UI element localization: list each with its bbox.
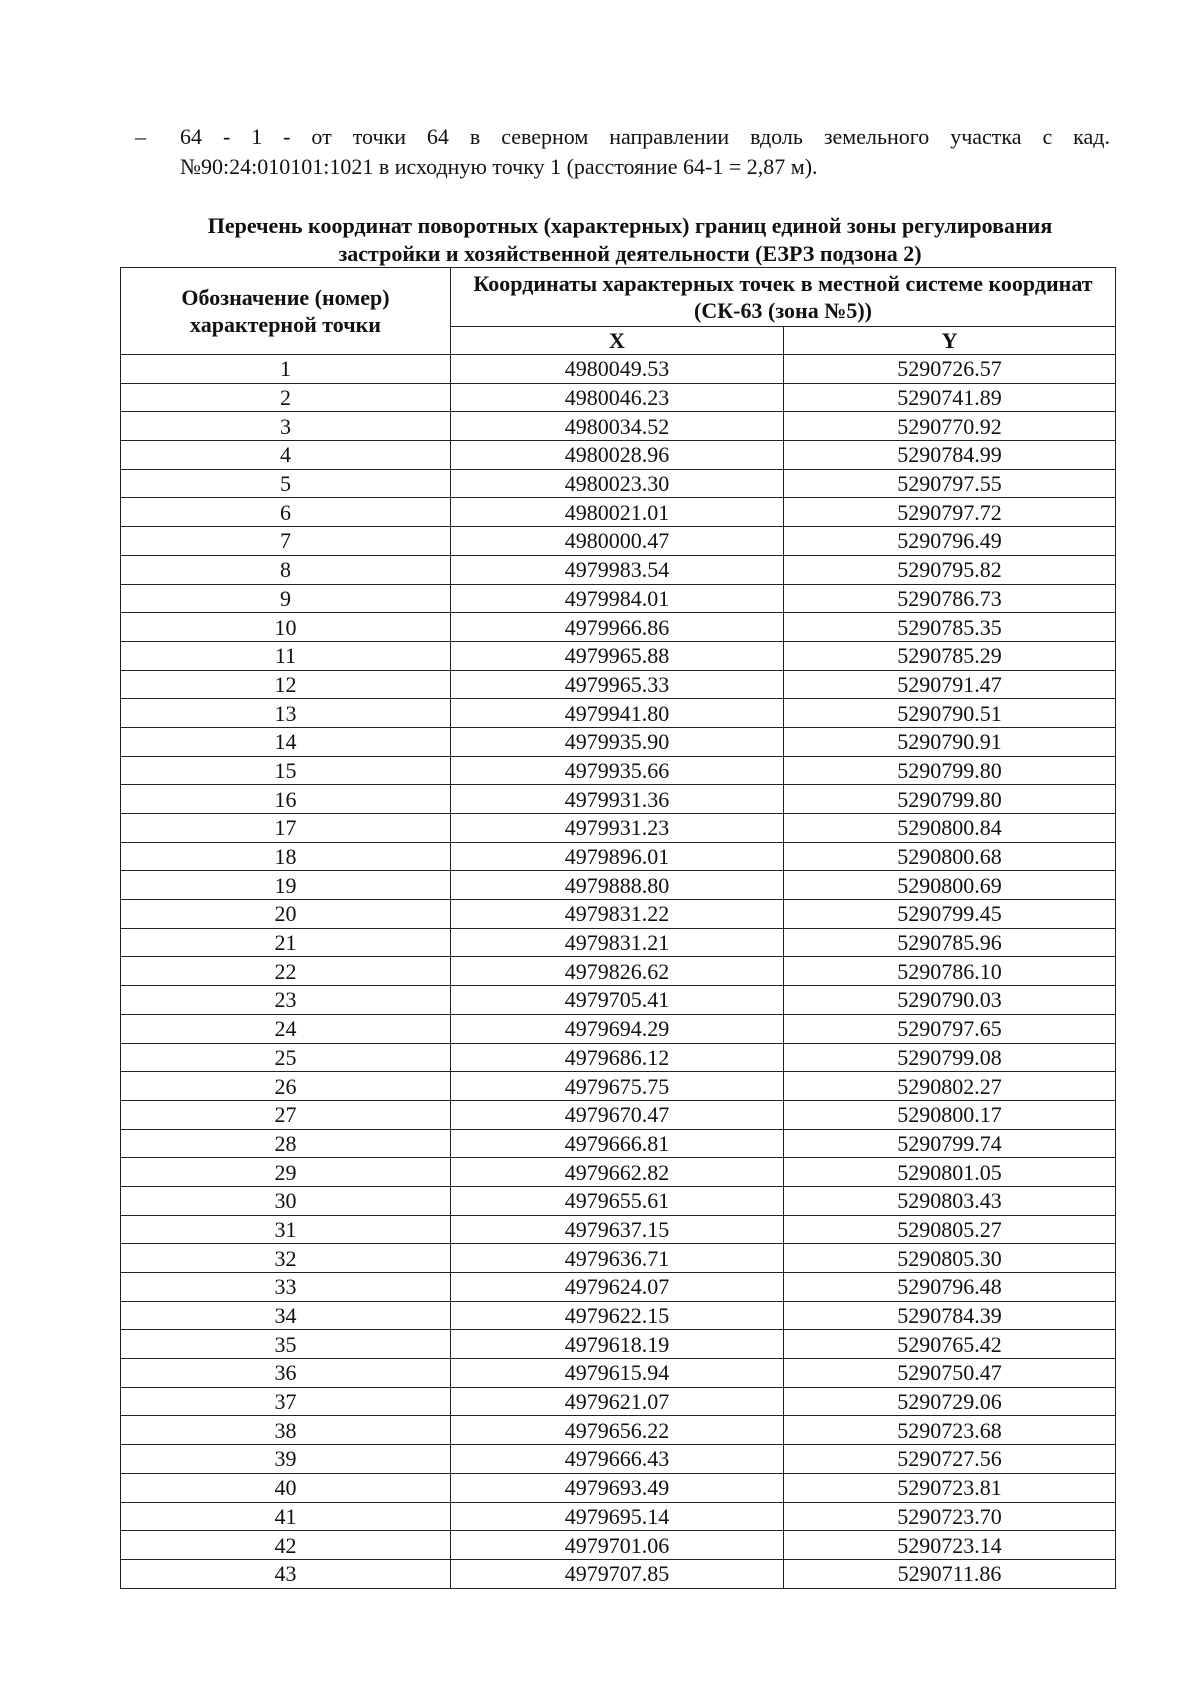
table-row <box>121 1531 1116 1560</box>
y-coordinate-cell: 5290786.10 <box>784 957 1116 986</box>
point-number-cell: 2 <box>121 383 451 412</box>
point-number-cell: 39 <box>121 1445 451 1474</box>
y-coordinate-cell: 5290800.68 <box>784 842 1116 871</box>
table-row <box>121 1072 1116 1101</box>
x-coordinate-cell: 4979656.22 <box>451 1416 784 1445</box>
x-coordinate-cell: 4979888.80 <box>451 871 784 900</box>
y-coordinate-cell: 5290785.96 <box>784 928 1116 957</box>
point-number-cell: 11 <box>121 641 451 670</box>
point-number-cell: 9 <box>121 584 451 613</box>
x-coordinate-cell: 4979941.80 <box>451 699 784 728</box>
coordinates-table <box>120 267 1116 1589</box>
point-number-cell: 3 <box>121 412 451 441</box>
x-coordinate-cell: 4980028.96 <box>451 441 784 470</box>
x-coordinate-cell: 4980000.47 <box>451 527 784 556</box>
x-coordinate-cell: 4979935.90 <box>451 727 784 756</box>
point-number-cell: 1 <box>121 355 451 384</box>
y-coordinate-cell: 5290802.27 <box>784 1072 1116 1101</box>
point-number-cell: 20 <box>121 900 451 929</box>
y-coordinate-cell: 5290795.82 <box>784 555 1116 584</box>
x-coordinate-cell: 4979935.66 <box>451 756 784 785</box>
table-row <box>121 699 1116 728</box>
table-row <box>121 928 1116 957</box>
x-coordinate-cell: 4979831.22 <box>451 900 784 929</box>
x-coordinate-cell: 4979966.86 <box>451 613 784 642</box>
y-coordinate-cell: 5290799.74 <box>784 1129 1116 1158</box>
point-number-cell: 32 <box>121 1244 451 1273</box>
x-coordinate-cell: 4979686.12 <box>451 1043 784 1072</box>
x-coordinate-cell: 4980046.23 <box>451 383 784 412</box>
x-coordinate-cell: 4979707.85 <box>451 1559 784 1588</box>
table-row <box>121 1359 1116 1388</box>
table-row <box>121 441 1116 470</box>
y-coordinate-cell: 5290790.03 <box>784 986 1116 1015</box>
table-row <box>121 842 1116 871</box>
y-coordinate-cell: 5290784.99 <box>784 441 1116 470</box>
y-coordinate-cell: 5290726.57 <box>784 355 1116 384</box>
point-number-cell: 28 <box>121 1129 451 1158</box>
x-coordinate-cell: 4979831.21 <box>451 928 784 957</box>
point-number-cell: 34 <box>121 1301 451 1330</box>
x-coordinate-cell: 4979675.75 <box>451 1072 784 1101</box>
point-number-cell: 18 <box>121 842 451 871</box>
y-coordinate-cell: 5290723.14 <box>784 1531 1116 1560</box>
point-number-cell: 22 <box>121 957 451 986</box>
table-row <box>121 1100 1116 1129</box>
point-number-cell: 40 <box>121 1473 451 1502</box>
list-dash: – <box>135 124 146 149</box>
y-coordinate-cell: 5290803.43 <box>784 1186 1116 1215</box>
point-number-cell: 6 <box>121 498 451 527</box>
y-coordinate-cell: 5290800.69 <box>784 871 1116 900</box>
y-coordinate-cell: 5290805.30 <box>784 1244 1116 1273</box>
x-coordinate-cell: 4979615.94 <box>451 1359 784 1388</box>
y-coordinate-cell: 5290727.56 <box>784 1445 1116 1474</box>
x-coordinate-cell: 4980049.53 <box>451 355 784 384</box>
y-coordinate-cell: 5290797.55 <box>784 469 1116 498</box>
table-row <box>121 670 1116 699</box>
point-number-cell: 33 <box>121 1273 451 1302</box>
point-number-cell: 23 <box>121 986 451 1015</box>
x-coordinate-cell: 4979896.01 <box>451 842 784 871</box>
table-row <box>121 1043 1116 1072</box>
y-coordinate-cell: 5290799.80 <box>784 785 1116 814</box>
point-number-cell: 14 <box>121 727 451 756</box>
x-coordinate-cell: 4979618.19 <box>451 1330 784 1359</box>
table-row <box>121 986 1116 1015</box>
x-coordinate-cell: 4979637.15 <box>451 1215 784 1244</box>
x-coordinate-cell: 4979666.81 <box>451 1129 784 1158</box>
x-column-header: X <box>451 327 784 355</box>
table-row <box>121 785 1116 814</box>
point-number-cell: 42 <box>121 1531 451 1560</box>
table-row <box>121 814 1116 843</box>
x-coordinate-cell: 4979694.29 <box>451 1014 784 1043</box>
table-row <box>121 1244 1116 1273</box>
x-coordinate-cell: 4979670.47 <box>451 1100 784 1129</box>
x-coordinate-cell: 4979662.82 <box>451 1158 784 1187</box>
table-row <box>121 1129 1116 1158</box>
table-header <box>121 268 1116 355</box>
y-coordinate-cell: 5290790.51 <box>784 699 1116 728</box>
point-number-cell: 43 <box>121 1559 451 1588</box>
point-number-cell: 25 <box>121 1043 451 1072</box>
x-coordinate-cell: 4980023.30 <box>451 469 784 498</box>
table-row <box>121 1559 1116 1588</box>
table-row <box>121 527 1116 556</box>
point-number-cell: 26 <box>121 1072 451 1101</box>
table-heading-line-2: застройки и хозяйственной деятельности (ЕЗРЗ подзона 2) <box>338 241 922 266</box>
point-number-header: Обозначение (номер) характерной точки <box>121 268 451 355</box>
table-row <box>121 584 1116 613</box>
point-number-cell: 4 <box>121 441 451 470</box>
table-row <box>121 1502 1116 1531</box>
point-number-cell: 24 <box>121 1014 451 1043</box>
y-coordinate-cell: 5290765.42 <box>784 1330 1116 1359</box>
x-coordinate-cell: 4979931.23 <box>451 814 784 843</box>
x-coordinate-cell: 4979655.61 <box>451 1186 784 1215</box>
table-row <box>121 1014 1116 1043</box>
y-coordinate-cell: 5290799.08 <box>784 1043 1116 1072</box>
x-coordinate-cell: 4980034.52 <box>451 412 784 441</box>
y-coordinate-cell: 5290799.45 <box>784 900 1116 929</box>
table-row <box>121 469 1116 498</box>
point-number-cell: 41 <box>121 1502 451 1531</box>
y-coordinate-cell: 5290801.05 <box>784 1158 1116 1187</box>
y-coordinate-cell: 5290711.86 <box>784 1559 1116 1588</box>
y-coordinate-cell: 5290723.81 <box>784 1473 1116 1502</box>
table-row <box>121 1301 1116 1330</box>
x-coordinate-cell: 4979931.36 <box>451 785 784 814</box>
x-coordinate-cell: 4979621.07 <box>451 1387 784 1416</box>
y-coordinate-cell: 5290786.73 <box>784 584 1116 613</box>
point-number-cell: 38 <box>121 1416 451 1445</box>
table-row <box>121 900 1116 929</box>
y-coordinate-cell: 5290785.35 <box>784 613 1116 642</box>
y-coordinate-cell: 5290729.06 <box>784 1387 1116 1416</box>
table-row <box>121 1416 1116 1445</box>
table-row <box>121 641 1116 670</box>
y-coordinate-cell: 5290805.27 <box>784 1215 1116 1244</box>
x-coordinate-cell: 4979701.06 <box>451 1531 784 1560</box>
table-row <box>121 1473 1116 1502</box>
y-coordinate-cell: 5290800.84 <box>784 814 1116 843</box>
table-row <box>121 412 1116 441</box>
y-coordinate-cell: 5290796.49 <box>784 527 1116 556</box>
y-coordinate-cell: 5290785.29 <box>784 641 1116 670</box>
x-coordinate-cell: 4979624.07 <box>451 1273 784 1302</box>
table-row <box>121 1330 1116 1359</box>
x-coordinate-cell: 4979965.33 <box>451 670 784 699</box>
y-column-header: Y <box>784 327 1116 355</box>
point-number-cell: 13 <box>121 699 451 728</box>
y-coordinate-cell: 5290770.92 <box>784 412 1116 441</box>
table-row <box>121 756 1116 785</box>
x-coordinate-cell: 4979826.62 <box>451 957 784 986</box>
table-heading-line-1: Перечень координат поворотных (характерных) границ единой зоны регулирования <box>207 213 1053 238</box>
x-coordinate-cell: 4979983.54 <box>451 555 784 584</box>
table-row <box>121 383 1116 412</box>
y-coordinate-cell: 5290796.48 <box>784 1273 1116 1302</box>
x-coordinate-cell: 4979666.43 <box>451 1445 784 1474</box>
y-coordinate-cell: 5290797.65 <box>784 1014 1116 1043</box>
y-coordinate-cell: 5290723.68 <box>784 1416 1116 1445</box>
x-coordinate-cell: 4979693.49 <box>451 1473 784 1502</box>
y-coordinate-cell: 5290797.72 <box>784 498 1116 527</box>
point-number-cell: 31 <box>121 1215 451 1244</box>
y-coordinate-cell: 5290791.47 <box>784 670 1116 699</box>
point-number-cell: 27 <box>121 1100 451 1129</box>
intro-line-1: 64 - 1 - от точки 64 в северном направлении вдоль земельного участка с кад. <box>180 124 1110 149</box>
y-coordinate-cell: 5290800.17 <box>784 1100 1116 1129</box>
intro-paragraph <box>135 122 1110 182</box>
point-number-cell: 37 <box>121 1387 451 1416</box>
x-coordinate-cell: 4979622.15 <box>451 1301 784 1330</box>
point-number-cell: 17 <box>121 814 451 843</box>
point-number-cell: 10 <box>121 613 451 642</box>
point-number-cell: 8 <box>121 555 451 584</box>
y-coordinate-cell: 5290799.80 <box>784 756 1116 785</box>
coordinates-group-header: Координаты характерных точек в местной системе координат (СК-63 (зона №5)) <box>451 268 1116 327</box>
y-coordinate-cell: 5290784.39 <box>784 1301 1116 1330</box>
y-coordinate-cell: 5290750.47 <box>784 1359 1116 1388</box>
table-row <box>121 613 1116 642</box>
table-row <box>121 1158 1116 1187</box>
x-coordinate-cell: 4979636.71 <box>451 1244 784 1273</box>
point-number-cell: 30 <box>121 1186 451 1215</box>
point-number-cell: 29 <box>121 1158 451 1187</box>
y-coordinate-cell: 5290741.89 <box>784 383 1116 412</box>
x-coordinate-cell: 4979984.01 <box>451 584 784 613</box>
table-row <box>121 555 1116 584</box>
table-row <box>121 1273 1116 1302</box>
intro-line-2: №90:24:010101:1021 в исходную точку 1 (расстояние 64-1 = 2,87 м). <box>180 154 818 179</box>
table-row <box>121 355 1116 384</box>
table-row <box>121 1445 1116 1474</box>
point-number-cell: 7 <box>121 527 451 556</box>
point-number-cell: 12 <box>121 670 451 699</box>
x-coordinate-cell: 4979965.88 <box>451 641 784 670</box>
point-number-cell: 16 <box>121 785 451 814</box>
table-row <box>121 871 1116 900</box>
table-row <box>121 727 1116 756</box>
point-number-cell: 19 <box>121 871 451 900</box>
table-row <box>121 498 1116 527</box>
table-body <box>121 355 1116 1589</box>
point-number-cell: 21 <box>121 928 451 957</box>
x-coordinate-cell: 4979705.41 <box>451 986 784 1015</box>
point-number-cell: 35 <box>121 1330 451 1359</box>
point-number-cell: 15 <box>121 756 451 785</box>
y-coordinate-cell: 5290723.70 <box>784 1502 1116 1531</box>
point-number-cell: 36 <box>121 1359 451 1388</box>
y-coordinate-cell: 5290790.91 <box>784 727 1116 756</box>
table-row <box>121 1215 1116 1244</box>
x-coordinate-cell: 4979695.14 <box>451 1502 784 1531</box>
table-row <box>121 1186 1116 1215</box>
table-row <box>121 1387 1116 1416</box>
x-coordinate-cell: 4980021.01 <box>451 498 784 527</box>
point-number-cell: 5 <box>121 469 451 498</box>
table-row <box>121 957 1116 986</box>
table-heading <box>140 212 1120 268</box>
